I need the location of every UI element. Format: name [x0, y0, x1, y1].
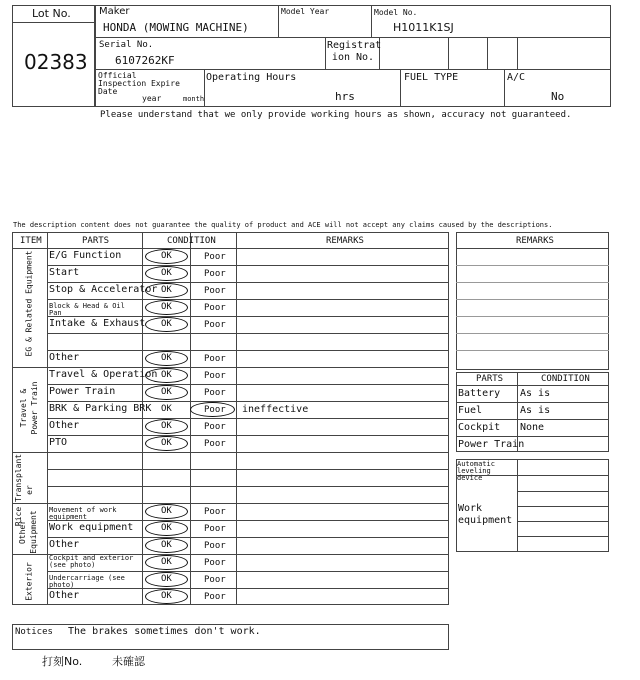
model-year-label: Model Year: [281, 7, 330, 16]
ok-option[interactable]: OK: [161, 421, 172, 431]
lot-number: 02383: [24, 50, 88, 74]
fuel-label: Fuel: [458, 405, 483, 416]
poor-option[interactable]: Poor: [204, 354, 226, 364]
ok-option[interactable]: OK: [161, 319, 172, 329]
selection-circle: [145, 538, 188, 553]
ok-option[interactable]: OK: [161, 438, 172, 448]
part-name: Cockpit and exterior (see photo): [49, 554, 134, 569]
disclaimer-text: The description content does not guarantee the quality of product and ACE will not accept any claims caused by the descriptions.: [13, 221, 553, 229]
ok-option[interactable]: OK: [161, 268, 172, 278]
selection-circle: [145, 572, 188, 587]
battery-condition: As is: [520, 388, 551, 399]
selection-circle: [145, 300, 188, 315]
part-name: Work equipment: [49, 522, 134, 533]
part-name: Movement of work equipment: [49, 506, 117, 521]
part-name: Stop & Accelerator: [49, 284, 158, 295]
model-no-label: Model No.: [374, 8, 418, 17]
ok-option[interactable]: OK: [161, 540, 172, 550]
notices-label: Notices: [15, 627, 53, 637]
work-equipment-label: Work equipment: [458, 503, 513, 526]
poor-option[interactable]: Poor: [204, 507, 226, 517]
selection-circle: [145, 351, 188, 366]
part-name: Other: [49, 420, 80, 431]
poor-option[interactable]: Poor: [204, 252, 226, 262]
remark-text: ineffective: [242, 404, 309, 415]
ok-option[interactable]: OK: [161, 557, 172, 567]
poor-option[interactable]: Poor: [204, 269, 226, 279]
col-parts-header: PARTS: [82, 236, 110, 246]
ok-option[interactable]: OK: [161, 387, 172, 397]
poor-option[interactable]: Poor: [204, 371, 226, 381]
ok-option[interactable]: OK: [161, 370, 172, 380]
col-condition-header: CONDITION: [167, 236, 216, 246]
year-label: year: [142, 94, 162, 103]
model-no-value: H1011K1SJ: [393, 21, 454, 34]
poor-option[interactable]: Poor: [204, 422, 226, 432]
maker-value: HONDA (MOWING MACHINE): [103, 21, 249, 34]
part-name: Power Train: [49, 386, 116, 397]
part-name: Intake & Exhaust: [49, 318, 146, 329]
group-eg-label: EG & Related Equipment: [24, 250, 34, 357]
stamp-value: 未確認: [112, 655, 145, 668]
part-name: E/G Function: [49, 250, 122, 261]
poor-option[interactable]: Poor: [204, 405, 226, 415]
power-train-label: Power Train: [458, 439, 525, 450]
poor-option[interactable]: Poor: [204, 558, 226, 568]
poor-option[interactable]: Poor: [204, 575, 226, 585]
ac-value: No: [551, 90, 565, 103]
ok-option[interactable]: OK: [161, 523, 172, 533]
ac-label: A/C: [507, 72, 526, 83]
selection-circle: [145, 368, 188, 383]
working-hours-note: Please understand that we only provide working hours as shown, accuracy not guaranteed.: [100, 110, 572, 120]
part-name: Travel & Operation: [49, 369, 158, 380]
selection-circle: [145, 283, 188, 298]
part-name: Undercarriage (see photo): [49, 574, 125, 589]
part-name: BRK & Parking BRK: [49, 403, 152, 414]
right-parts-header: PARTS: [476, 374, 504, 384]
serial-label: Serial No.: [99, 40, 154, 50]
poor-option[interactable]: Poor: [204, 592, 226, 602]
selection-circle: [145, 436, 188, 451]
ok-option[interactable]: OK: [161, 574, 172, 584]
maker-label: Maker: [99, 6, 130, 17]
col-remarks-header: REMARKS: [326, 236, 364, 246]
col-item-header: ITEM: [20, 236, 42, 246]
cockpit-label: Cockpit: [458, 422, 501, 433]
selection-circle: [145, 419, 188, 434]
group-travel-label: Travel & Power Train: [19, 381, 39, 435]
serial-value: 6107262KF: [115, 54, 175, 67]
ok-option[interactable]: OK: [161, 353, 172, 363]
selection-circle: [145, 555, 188, 570]
selection-circle: [145, 589, 188, 604]
selection-circle: [145, 266, 188, 281]
right-condition-header: CONDITION: [541, 374, 590, 384]
part-name: Other: [49, 590, 80, 601]
ok-option[interactable]: OK: [161, 302, 172, 312]
ok-option[interactable]: OK: [161, 404, 172, 414]
part-name: Start: [49, 267, 80, 278]
right-remarks-header: REMARKS: [516, 236, 554, 246]
selection-circle: [145, 249, 188, 264]
poor-option[interactable]: Poor: [204, 320, 226, 330]
poor-option[interactable]: Poor: [204, 388, 226, 398]
selection-circle: [145, 504, 188, 519]
operating-hours-label: Operating Hours: [206, 72, 297, 83]
month-label: month: [183, 95, 205, 103]
poor-option[interactable]: Poor: [204, 524, 226, 534]
registration-label: Registrat ion No.: [327, 40, 382, 63]
poor-option[interactable]: Poor: [204, 541, 226, 551]
ok-option[interactable]: OK: [161, 591, 172, 601]
inspection-label: Official Inspection Expire Date: [98, 71, 180, 96]
selection-circle: [145, 521, 188, 536]
stamp-label: 打刻No.: [42, 655, 83, 668]
selection-circle: [145, 317, 188, 332]
ok-option[interactable]: OK: [161, 285, 172, 295]
part-name: Other: [49, 352, 80, 363]
poor-option[interactable]: Poor: [204, 286, 226, 296]
part-name: Block & Head & Oil Pan: [49, 302, 125, 317]
hrs-label: hrs: [335, 90, 355, 103]
notices-text: The brakes sometimes don't work.: [68, 626, 261, 637]
fuel-type-label: FUEL TYPE: [404, 72, 459, 83]
ok-option[interactable]: OK: [161, 251, 172, 261]
lot-label: Lot No.: [32, 7, 71, 20]
selection-circle: [190, 402, 235, 417]
auto-leveling-label: Automatic leveling device: [457, 460, 495, 482]
battery-label: Battery: [458, 388, 501, 399]
group-other-label: Other Equipment: [18, 510, 38, 554]
part-name: PTO: [49, 437, 68, 448]
cockpit-condition: None: [520, 422, 545, 433]
poor-option[interactable]: Poor: [204, 439, 226, 449]
group-exterior-label: Exterior: [24, 562, 34, 601]
ok-option[interactable]: OK: [161, 506, 172, 516]
selection-circle: [145, 385, 188, 400]
fuel-condition: As is: [520, 405, 551, 416]
part-name: Other: [49, 539, 80, 550]
group-rice-label: Rice Transplant er: [14, 453, 34, 527]
poor-option[interactable]: Poor: [204, 303, 226, 313]
